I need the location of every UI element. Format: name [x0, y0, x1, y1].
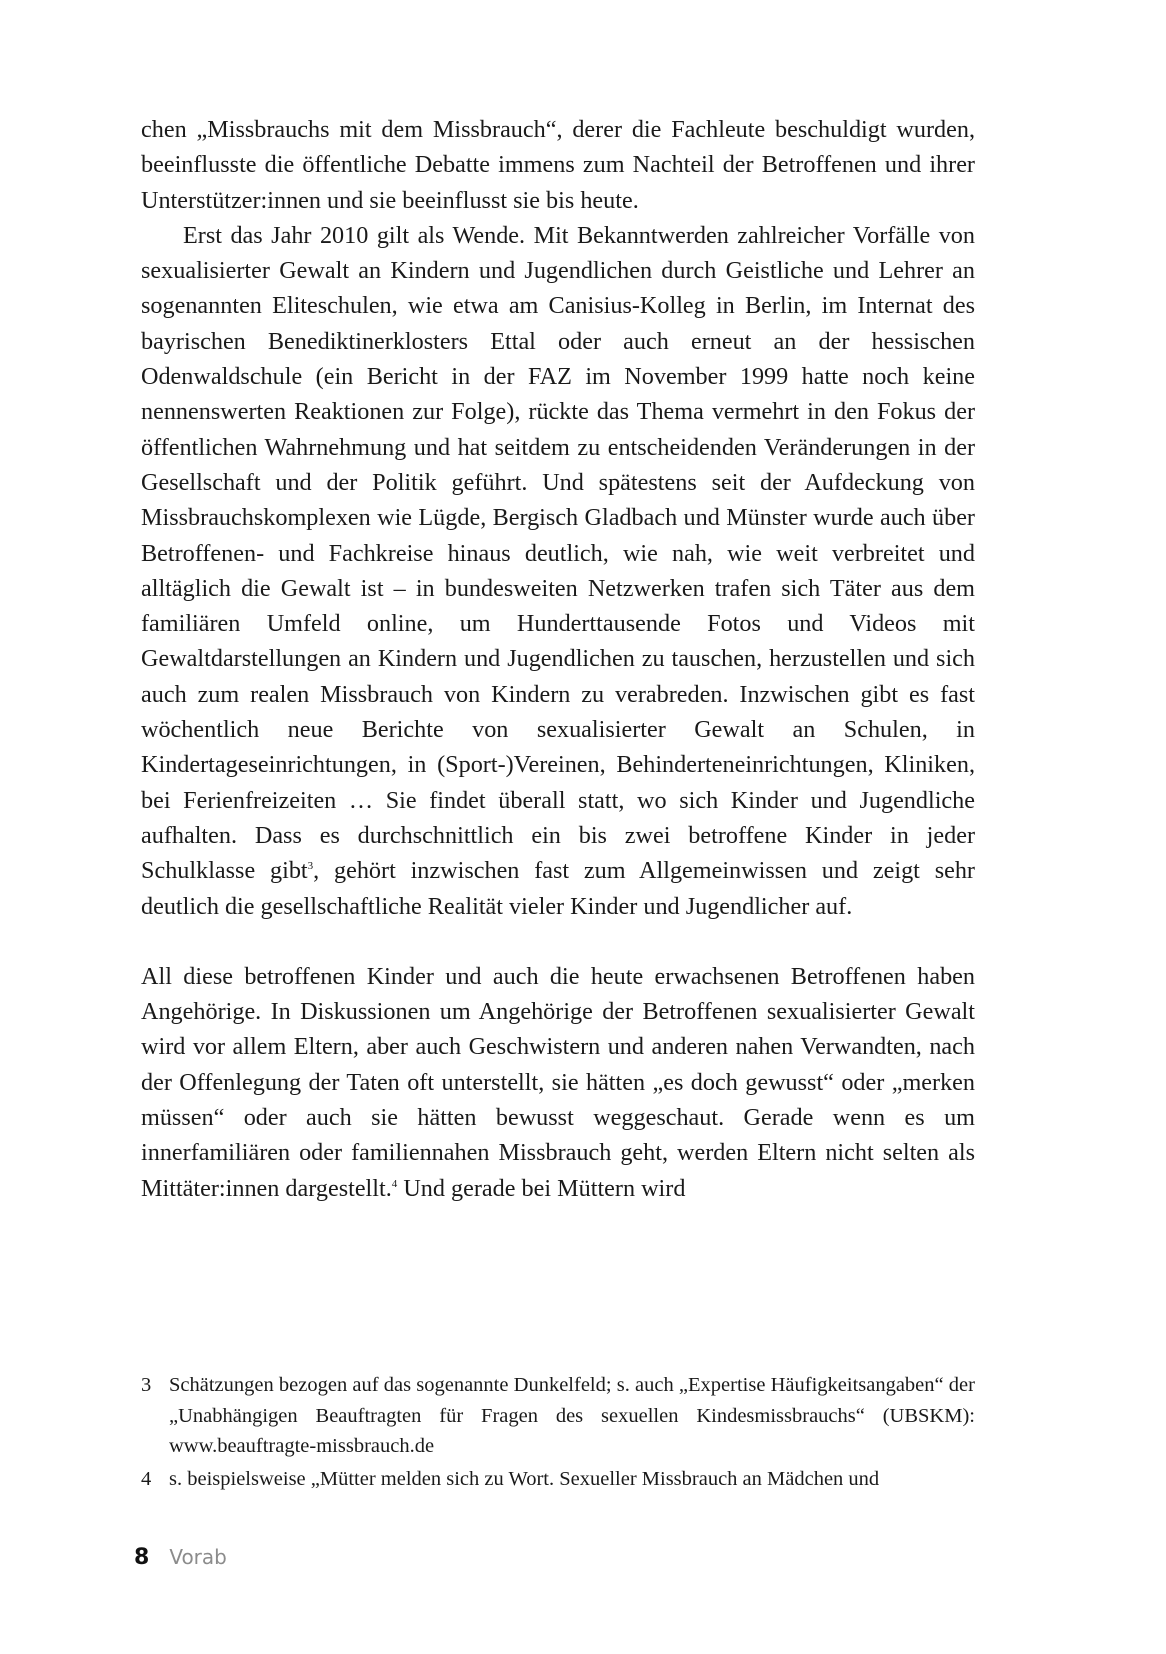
- footnote-text: Schätzungen bezogen auf das sogenannte Dunkelfeld; s. auch „Expertise Häufigkeitsangaben“ der „Unabhängigen Beauftragten für Fragen des sexuellen Kindesmissbrauchs“ (UBSKM): www.beauftragte-missbrauch.de: [169, 1374, 975, 1457]
- footnote-text: s. beispielsweise „Mütter melden sich zu Wort. Sexueller Missbrauch an Mädchen und: [169, 1467, 880, 1490]
- paragraph-text: chen „Missbrauchs mit dem Missbrauch“, derer die Fachleute beschuldigt wurden, beeinflusste die öffentliche Debatte immens zum Nachteil der Betroffenen und ihrer Unterstützer:innen und sie beeinflusst sie bis heute.: [141, 116, 975, 214]
- paragraph-text: All diese betroffenen Kinder und auch die heute erwachsenen Betroffenen haben Angehörige. In Diskussionen um Angehörige der Betroffenen sexualisierter Gewalt wird vor allem Eltern, aber auch Geschwistern und anderen nahen Verwandten, nach der Offenlegung der Taten oft unterstellt, sie hätten „es doch gewusst“ oder „merken müssen“ oder auch sie hätten bewusst weggeschaut. Gerade wenn es um innerfamiliären oder familiennahen Missbrauch geht, werden Eltern nicht selten als Mittäter:innen dargestellt.: [141, 962, 975, 1202]
- footnote-number: 3: [141, 1374, 152, 1396]
- paragraph-text-continued: , gehört inzwischen fast zum Allgemeinwissen und zeigt sehr deutlich die gesellschaftliche Realität vieler Kinder und Jugendlicher auf.: [141, 857, 975, 920]
- running-title: Vorab: [169, 1545, 227, 1569]
- footnote-reference-4[interactable]: 4: [391, 1177, 398, 1190]
- paragraph-text-continued: Und gerade bei Müttern wird: [397, 1174, 686, 1202]
- footnotes: [141, 1370, 975, 1496]
- footnote-reference-3[interactable]: 3: [307, 860, 314, 873]
- page-footer: [134, 1545, 227, 1570]
- footnote-4: [141, 1464, 975, 1495]
- footnote-number: 4: [141, 1467, 152, 1490]
- paragraph-text: Erst das Jahr 2010 gilt als Wende. Mit Bekanntwerden zahlreicher Vorfälle von sexualisierter Gewalt an Kindern und Jugendlichen durch Geistliche und Lehrer an sogenannten Eliteschulen, wie etwa am Canisius-Kolleg in Berlin, im Internat des bayrischen Benediktinerklosters Ettal oder auch erneut an der hessischen Odenwaldschule (ein Bericht in der FAZ im November 1999 hatte noch keine nennenswerten Reaktionen zur Folge), rückte das Thema vermehrt in den Fokus der öffentlichen Wahrnehmung und hat seitdem zu entscheidenden Veränderungen in der Gesellschaft und der Politik geführt. Und spätestens seit der Aufdeckung von Missbrauchskomplexen wie Lügde, Bergisch Gladbach und Münster wurde auch über Betroffenen- und Fachkreise hinaus deutlich, wie nah, wie weit verbreitet und alltäglich die Gewalt ist – in bundesweiten Netzwerken trafen sich Täter aus dem familiären Umfeld online, um Hunderttausende Fotos und Videos mit Gewaltdarstellungen an Kindern und Jugendlichen zu tauschen, herzustellen und sich auch zum realen Missbrauch von Kindern zu verabreden. Inzwischen gibt es fast wöchentlich neue Berichte von sexualisierter Gewalt an Schulen, in Kindertageseinrichtungen, in (Sport-)Vereinen, Behinderteneinrichtungen, Kliniken, bei Ferienfreizeiten … Sie findet überall statt, wo sich Kinder und Jugendliche aufhalten. Dass es durchschnittlich ein bis zwei betroffene Kinder in jeder Schulklasse gibt: [141, 221, 975, 885]
- paragraph-2: [141, 218, 975, 924]
- paragraph-1: [141, 112, 975, 218]
- page-number: 8: [134, 1545, 150, 1570]
- footnote-3: [141, 1370, 975, 1462]
- paragraph-3: [141, 959, 975, 1206]
- body-text: [141, 112, 975, 1206]
